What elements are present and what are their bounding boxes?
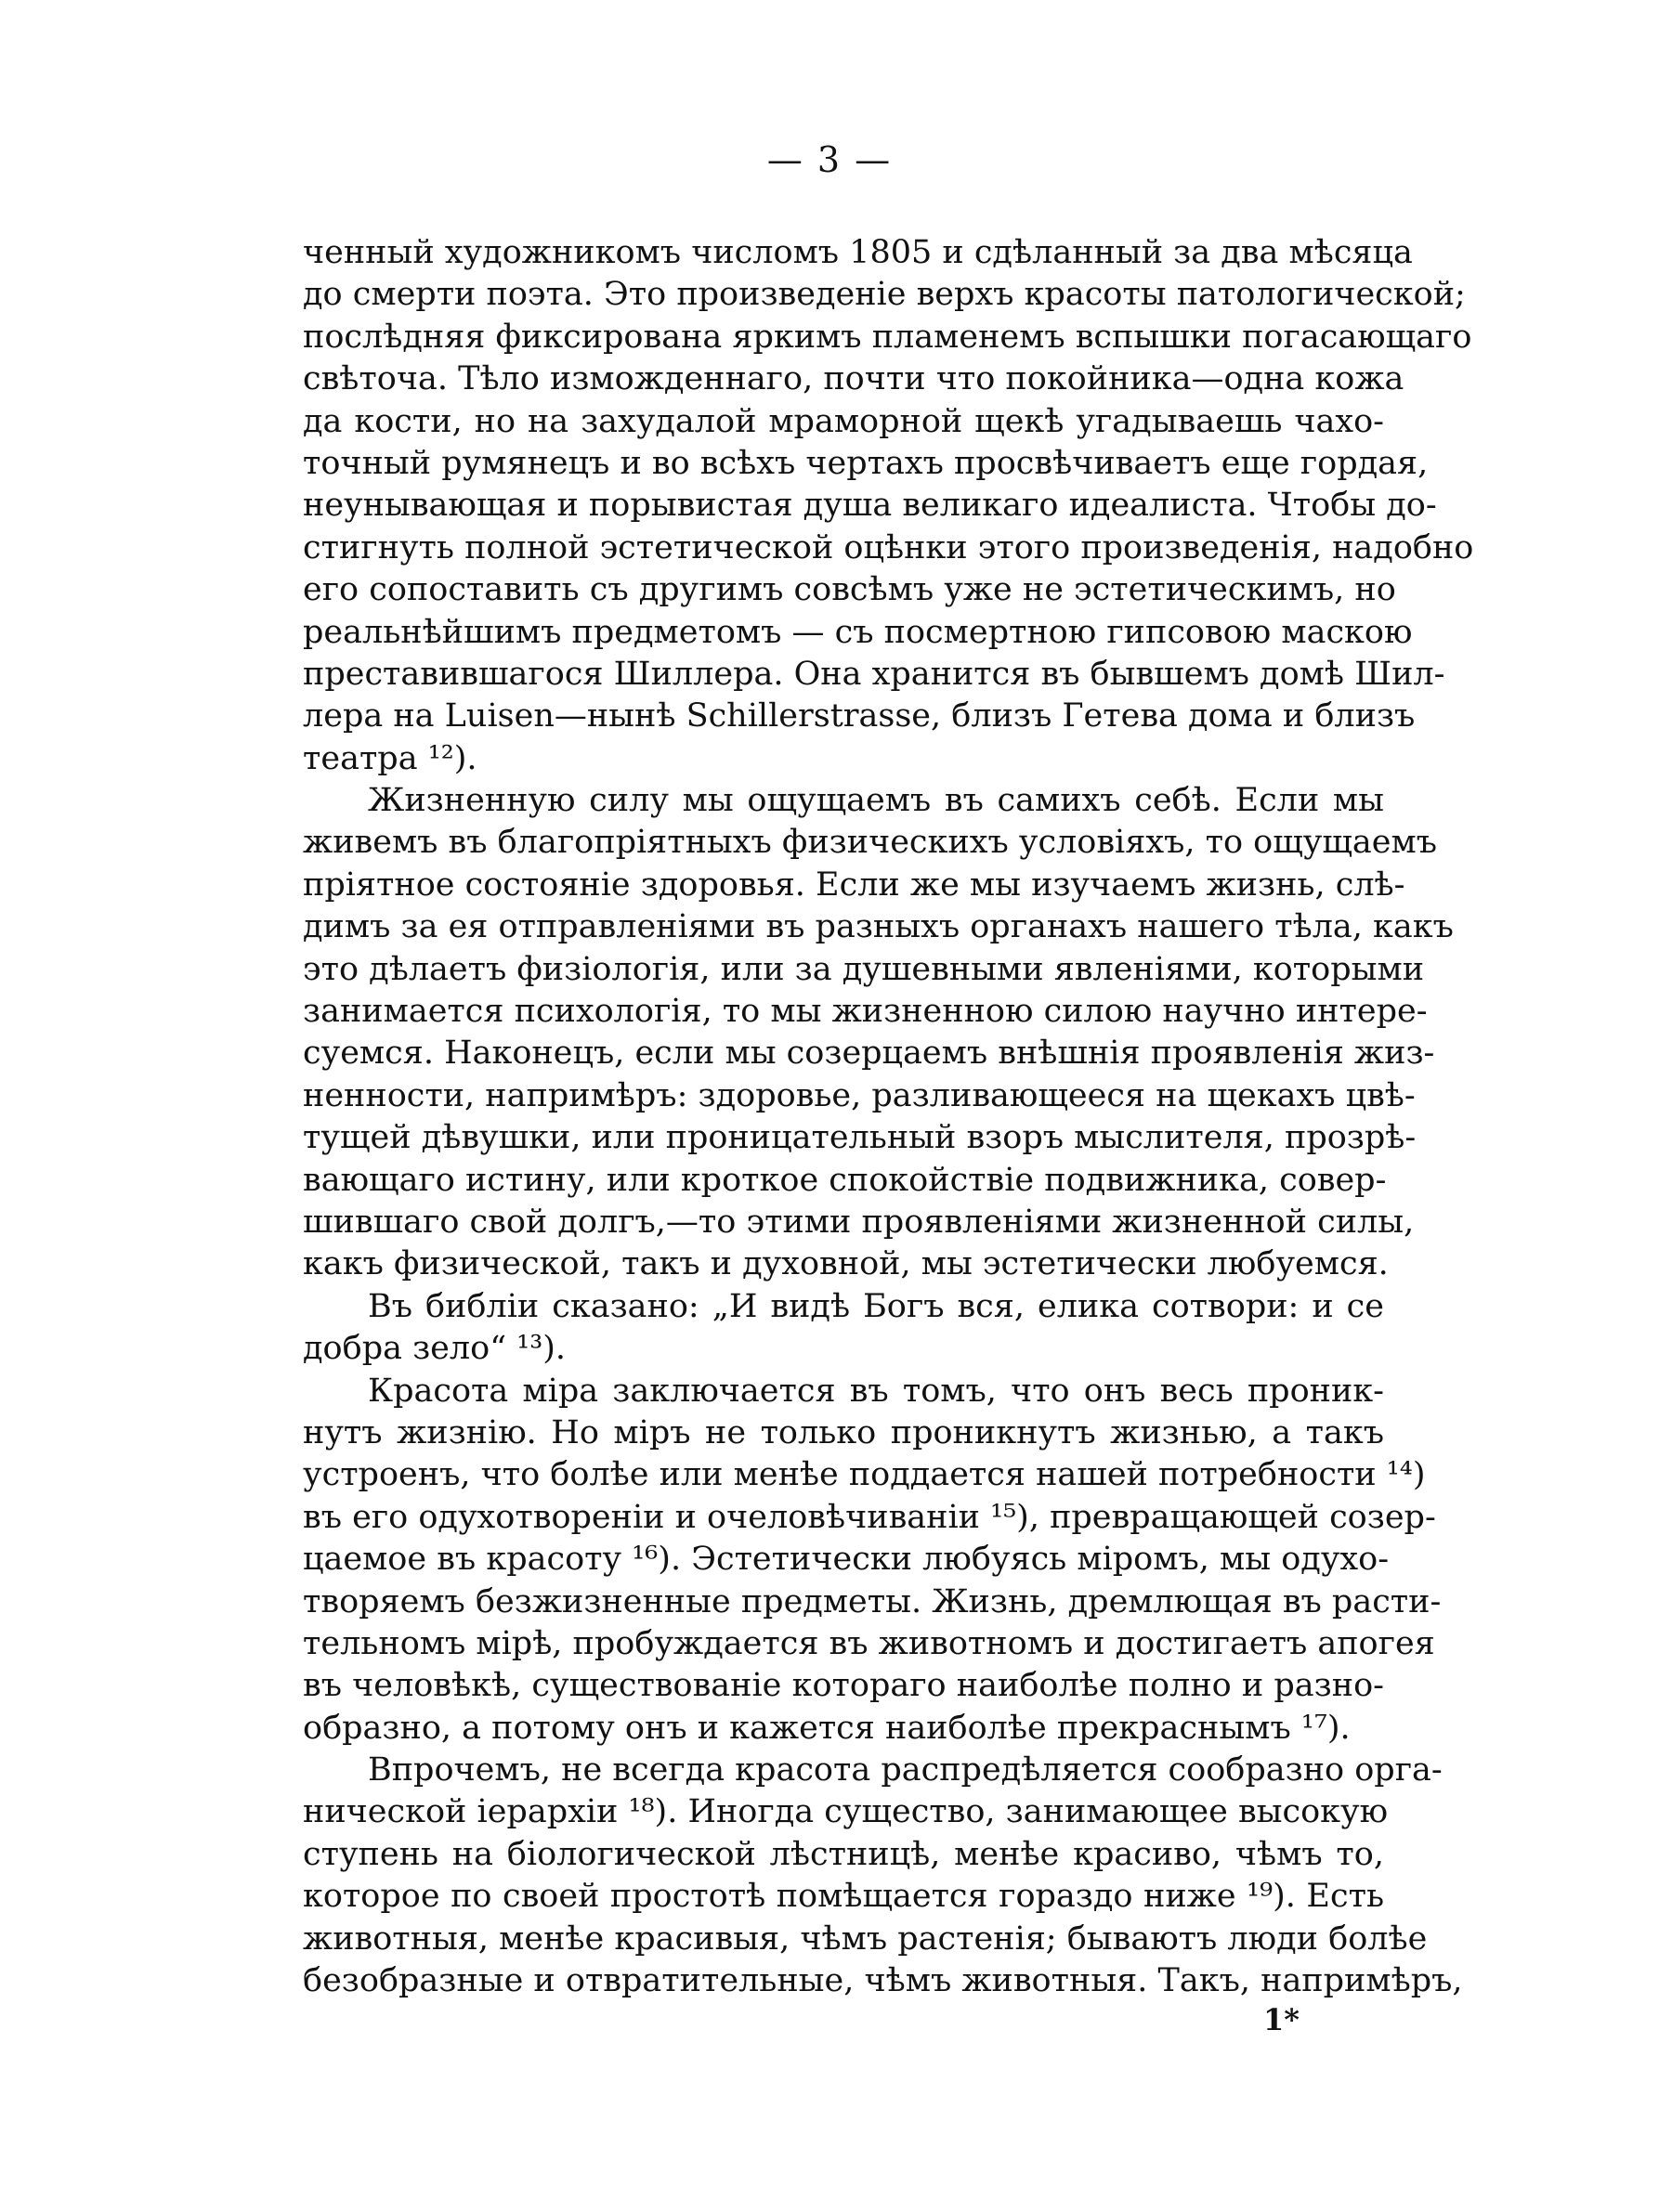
text-line: до смерти поэта. Это произведеніе верхъ красоты патологической; xyxy=(303,276,1466,314)
text-line: въ его одухотвореніи и очеловѣчиваніи ¹⁵), превращающей созер- xyxy=(303,1498,1436,1536)
text-line: свѣточа. Тѣло изможденнаго, почти что покойника—одна кожа xyxy=(303,360,1404,398)
text-line: ненности, напримѣръ: здоровье, разливающееся на щекахъ цвѣ- xyxy=(303,1076,1416,1114)
text-line: шившаго свой долгъ,—то этими проявленіями жизненной силы, xyxy=(303,1203,1415,1241)
text-line: его сопоставить съ другимъ совсѣмъ уже не эстетическимъ, но xyxy=(303,571,1396,609)
text-line: животныя, менѣе красивыя, чѣмъ растенія; бываютъ люди болѣе xyxy=(303,1919,1428,1958)
text-line: послѣдняя фиксирована яркимъ пламенемъ вспышки погасающаго xyxy=(303,318,1472,356)
text-line: это дѣлаетъ физіологія, или за душевными явленіями, которыми xyxy=(303,950,1425,988)
signature-mark: 1* xyxy=(1263,2002,1300,2037)
text-line: ступень на біологической лѣстницѣ, менѣе красиво, чѣмъ то, xyxy=(303,1835,1384,1873)
text-line: да кости, но на захудалой мраморной щекѣ угадываешь чахо- xyxy=(303,402,1384,440)
text-line: занимается психологія, то мы жизненною силою научно интере- xyxy=(303,993,1428,1031)
text-line: тущей дѣвушки, или проницательный взоръ мыслителя, прозрѣ- xyxy=(303,1119,1417,1157)
text-line: вающаго истину, или кроткое спокойствіе подвижника, совер- xyxy=(303,1161,1387,1199)
text-line: которое по своей простотѣ помѣщается гораздо ниже ¹⁹). Есть xyxy=(303,1878,1384,1916)
text-line: устроенъ, что болѣе или менѣе поддается нашей потребности ¹⁴) xyxy=(303,1456,1426,1494)
text-line: лера на Luisen—нынѣ Schillerstrasse, близъ Гетева дома и близъ xyxy=(303,697,1416,735)
text-line: Впрочемъ, не всегда красота распредѣляется сообразно орга- xyxy=(368,1751,1443,1789)
text-line: цаемое въ красоту ¹⁶). Эстетически любуясь міромъ, мы одухо- xyxy=(303,1541,1390,1579)
text-line: стигнуть полной эстетической оцѣнки этого произведенія, надобно xyxy=(303,528,1474,566)
text-line: суемся. Наконецъ, если мы созерцаемъ внѣшнія проявленія жиз- xyxy=(303,1034,1435,1073)
text-line: творяемъ безжизненные предметы. Жизнь, дремлющая въ расти- xyxy=(303,1582,1442,1620)
text-line: Красота міра заключается въ томъ, что онъ весь проник- xyxy=(368,1372,1384,1410)
text-line: преставившагося Шиллера. Она хранится въ бывшемъ домѣ Шил- xyxy=(303,655,1445,693)
text-line: Въ библіи сказано: „И видѣ Богъ вся, елика сотвори: и се xyxy=(368,1287,1384,1325)
text-line: театра ¹²). xyxy=(303,739,477,777)
text-line: нутъ жизнію. Но міръ не только проникнутъ жизнью, а такъ xyxy=(303,1413,1384,1451)
page-number: — 3 — xyxy=(766,139,893,180)
text-line: какъ физической, такъ и духовной, мы эстетически любуемся. xyxy=(303,1245,1389,1283)
body-text xyxy=(303,232,1474,2002)
text-line: образно, а потому онъ и кажется наиболѣе прекраснымъ ¹⁷). xyxy=(303,1709,1351,1747)
text-line: Жизненную силу мы ощущаемъ въ самихъ себѣ. Если мы xyxy=(368,782,1384,820)
text-line: живемъ въ благопріятныхъ физическихъ условіяхъ, то ощущаемъ xyxy=(303,824,1437,862)
text-line: неунывающая и порывистая душа великаго идеалиста. Чтобы до- xyxy=(303,487,1437,525)
text-line: точный румянецъ и во всѣхъ чертахъ просвѣчиваетъ еще гордая, xyxy=(303,444,1429,482)
text-line: добра зело“ ¹³). xyxy=(303,1330,567,1368)
text-line: пріятное состояніе здоровья. Если же мы изучаемъ жизнь, слѣ- xyxy=(303,865,1405,904)
text-line: димъ за ея отправленіями въ разныхъ органахъ нашего тѣла, какъ xyxy=(303,908,1454,946)
text-line: ченный художникомъ числомъ 1805 и сдѣланный за два мѣсяца xyxy=(303,234,1413,271)
text-line: тельномъ мірѣ, пробуждается въ животномъ и достигаетъ апогея xyxy=(303,1624,1435,1662)
text-line: нической іерархіи ¹⁸). Иногда существо, занимающее высокую xyxy=(303,1793,1389,1831)
text-line: въ человѣкѣ, существованіе котораго наиболѣе полно и разно- xyxy=(303,1667,1384,1705)
text-line: безобразные и отвратительные, чѣмъ животныя. Такъ, напримѣръ, xyxy=(303,1962,1463,2000)
text-line: реальнѣйшимъ предметомъ — съ посмертною гипсовою маскою xyxy=(303,613,1413,651)
